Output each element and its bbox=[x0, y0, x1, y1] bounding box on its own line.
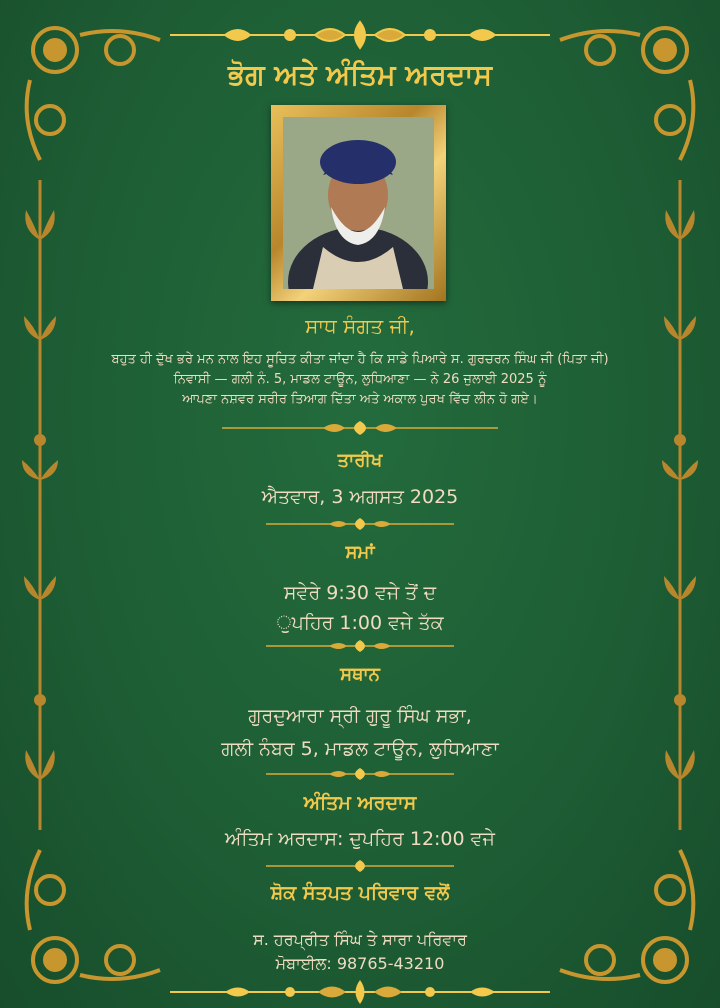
scroll-divider-icon bbox=[0, 418, 720, 438]
time-value bbox=[0, 578, 720, 638]
portrait-photo-icon bbox=[283, 117, 434, 289]
ardas-value: ਅੰਤਿਮ ਅਰਦਾਸ: ਦੁਪਹਿਰ 12:00 ਵਜੇ bbox=[225, 828, 495, 850]
message-line: ਆਪਣਾ ਨਸ਼ਵਰ ਸਰੀਰ ਤਿਆਗ ਦਿੱਤਾ ਅਤੇ ਅਕਾਲ ਪੁਰਖ ਵਿੱਚ ਲੀਨ ਹੋ ਗਏ। bbox=[182, 392, 538, 407]
message-line: ਬਹੁਤ ਹੀ ਦੁੱਖ ਭਰੇ ਮਨ ਨਾਲ ਇਹ ਸੂਚਿਤ ਕੀਤਾ ਜਾਂਦਾ ਹੈ ਕਿ ਸਾਡੇ ਪਿਆਰੇ ਸ. ਗੁਰਚਰਨ ਸਿੰਘ ਜੀ (ਪਿਤਾ ਜੀ) bbox=[111, 352, 609, 367]
date-heading: ਤਾਰੀਖ bbox=[337, 450, 383, 471]
page-title: ਭੋਗ ਅਤੇ ਅੰਤਿਮ ਅਰਦਾਸ bbox=[228, 58, 492, 91]
time-line: ਸਵੇਰੇ 9:30 ਵਜੇ ਤੋਂ ਦ bbox=[283, 582, 437, 604]
scroll-divider-icon bbox=[0, 858, 720, 874]
family-details bbox=[0, 928, 720, 976]
family-phone: ਮੋਬਾਈਲ: 98765-43210 bbox=[275, 954, 445, 973]
announcement-message bbox=[0, 350, 720, 410]
ardas-heading: ਅੰਤਿਮ ਅਰਦਾਸ bbox=[303, 792, 417, 814]
scroll-divider-icon bbox=[0, 638, 720, 654]
photo-frame bbox=[271, 105, 446, 301]
scroll-divider-icon bbox=[0, 516, 720, 532]
salutation: ਸਾਧ ਸੰਗਤ ਜੀ, bbox=[305, 314, 415, 338]
time-line: ੁਪਹਿਰ 1:00 ਵਜੇ ਤੱਕ bbox=[276, 612, 444, 634]
venue-line: ਗੁਰਦੁਆਰਾ ਸ੍ਰੀ ਗੁਰੂ ਸਿੰਘ ਸਭਾ, bbox=[248, 705, 472, 727]
venue-value bbox=[0, 700, 720, 766]
message-line: ਨਿਵਾਸੀ — ਗਲੀ ਨੰ. 5, ਮਾਡਲ ਟਾਊਨ, ਲੁਧਿਆਣਾ — ਨੇ 26 ਜੁਲਾਈ 2025 ਨੂੰ bbox=[173, 372, 547, 387]
family-name: ਸ. ਹਰਪ੍ਰੀਤ ਸਿੰਘ ਤੇ ਸਾਰਾ ਪਰਿਵਾਰ bbox=[253, 930, 467, 949]
time-heading: ਸਮਾਂ bbox=[345, 542, 375, 563]
scroll-divider-icon bbox=[0, 766, 720, 782]
venue-line: ਗਲੀ ਨੰਬਰ 5, ਮਾਡਲ ਟਾਊਨ, ਲੁਧਿਆਣਾ bbox=[221, 738, 499, 760]
date-value: ਐਤਵਾਰ, 3 ਅਗਸਤ 2025 bbox=[261, 486, 459, 508]
family-heading: ਸ਼ੋਕ ਸੰਤਪਤ ਪਰਿਵਾਰ ਵਲੋਂ bbox=[270, 882, 450, 904]
venue-heading: ਸਥਾਨ bbox=[340, 664, 380, 685]
